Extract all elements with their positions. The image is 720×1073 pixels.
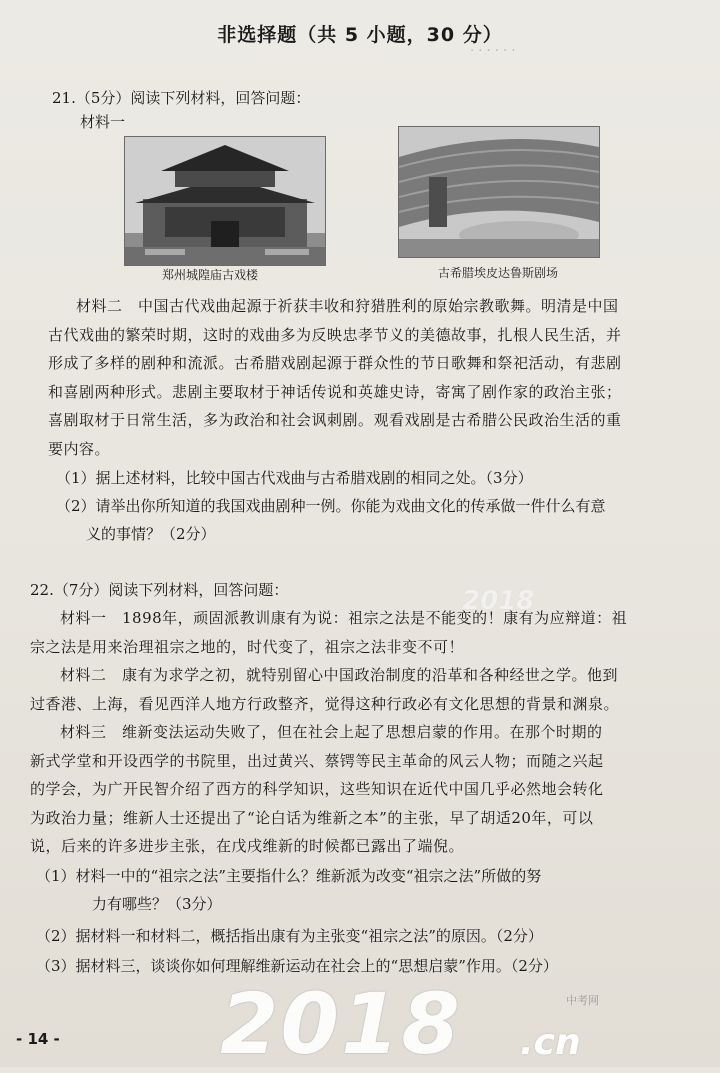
- caption-epidaurus-theatre: 古希腊埃皮达鲁斯剧场: [438, 266, 559, 280]
- material2-line: 要内容。: [48, 439, 111, 458]
- material-line: 材料二 康有为求学之初，就特别留心中国政治制度的沿革和各种经世之学。他到: [60, 666, 619, 684]
- material-line: 为政治力量；维新人士还提出了“论白话为维新之本”的主张，早了胡适20年，可以: [30, 808, 594, 827]
- opera-tower-illustration: [125, 137, 325, 265]
- q21-question2-line1: （2）请举出你所知道的我国戏曲剧种一例。你能为戏曲文化的传承做一件什么有意: [56, 497, 606, 515]
- theatre-illustration: [399, 127, 599, 257]
- material2-line: 和喜剧两种形式。悲剧主要取材于神话传说和英雄史诗，寄寓了剧作家的政治主张；: [48, 382, 622, 401]
- material2-line: 古代戏曲的繁荣时期，这时的戏曲多为反映忠孝节义的美德故事，扎根人民生活，并: [48, 325, 622, 344]
- photo-opera-tower: [124, 136, 326, 266]
- caption-opera-tower: 郑州城隍庙古戏楼: [162, 268, 259, 282]
- q21-question1: （1）据上述材料，比较中国古代戏曲与古希腊戏剧的相同之处。（3分）: [56, 469, 533, 487]
- material-line: 的学会，为广开民智介绍了西方的科学知识，这些知识在近代中国几乎必然地会转化: [30, 780, 604, 798]
- q22-question1-line1: （1）材料一中的“祖宗之法”主要指什么？维新派为改变“祖宗之法”所做的努: [36, 867, 542, 885]
- q22-question3: （3）据材料三，谈谈你如何理解维新运动在社会上的“思想启蒙”作用。（2分）: [36, 957, 558, 975]
- photo-epidaurus-theatre: [398, 126, 600, 258]
- watermark-mid: 2018: [462, 586, 535, 616]
- material2-line: 材料二 中国古代戏曲起源于祈获丰收和狩猎胜利的原始宗教歌舞。明清是中国: [76, 297, 619, 315]
- material-line: 材料三 维新变法运动失败了，但在社会上起了思想启蒙的作用。在那个时期的: [60, 723, 603, 741]
- q21-material1-label: 材料一: [80, 113, 126, 131]
- q21-stem: 21.（5分）阅读下列材料，回答问题：: [52, 89, 311, 107]
- section-title: 非选择题（共 5 小题，30 分）: [217, 24, 503, 46]
- material-line: 说，后来的许多进步主张，在戊戌维新的时候都已露出了端倪。: [30, 837, 465, 855]
- q22-question2: （2）据材料一和材料二，概括指出康有为主张变“祖宗之法”的原因。（2分）: [36, 927, 543, 945]
- watermark-site-label: 中考网: [566, 994, 599, 1007]
- material2-line: 喜剧取材于日常生活，多为政治和社会讽刺剧。观看戏剧是古希腊公民政治生活的重: [48, 411, 622, 429]
- material-line: 新式学堂和开设西学的书院里，出过黄兴、蔡锷等民主革命的风云人物；而随之兴起: [30, 751, 604, 770]
- watermark-domain: .cn: [520, 1022, 581, 1063]
- material-line: 过香港、上海，看见西洋人地方行政整齐，觉得这种行政必有文化思想的背景和渊泉。: [30, 694, 620, 713]
- material-line: 材料一 1898年，顽固派教训康有为说：祖宗之法是不能变的！康有为应辩道：祖: [60, 609, 628, 627]
- page-number: - 14 -: [16, 1030, 60, 1048]
- q22-question1-line2: 力有哪些？（3分）: [92, 895, 222, 913]
- q22-materials: [30, 604, 680, 861]
- bleed-through-text: · · · · · ·: [470, 44, 516, 59]
- material-line: 宗之法是用来治理祖宗之地的，时代变了，祖宗之法非变不可！: [30, 637, 465, 656]
- q21-material2: [48, 292, 678, 463]
- watermark-brand: 2018: [220, 975, 462, 1073]
- q22-stem: 22.（7分）阅读下列材料，回答问题：: [30, 581, 289, 599]
- material2-line: 形成了多样的剧种和流派。古希腊戏剧起源于群众性的节日歌舞和祭祀活动，有悲剧: [48, 354, 622, 372]
- q21-question2-line2: 义的事情？（2分）: [86, 525, 216, 543]
